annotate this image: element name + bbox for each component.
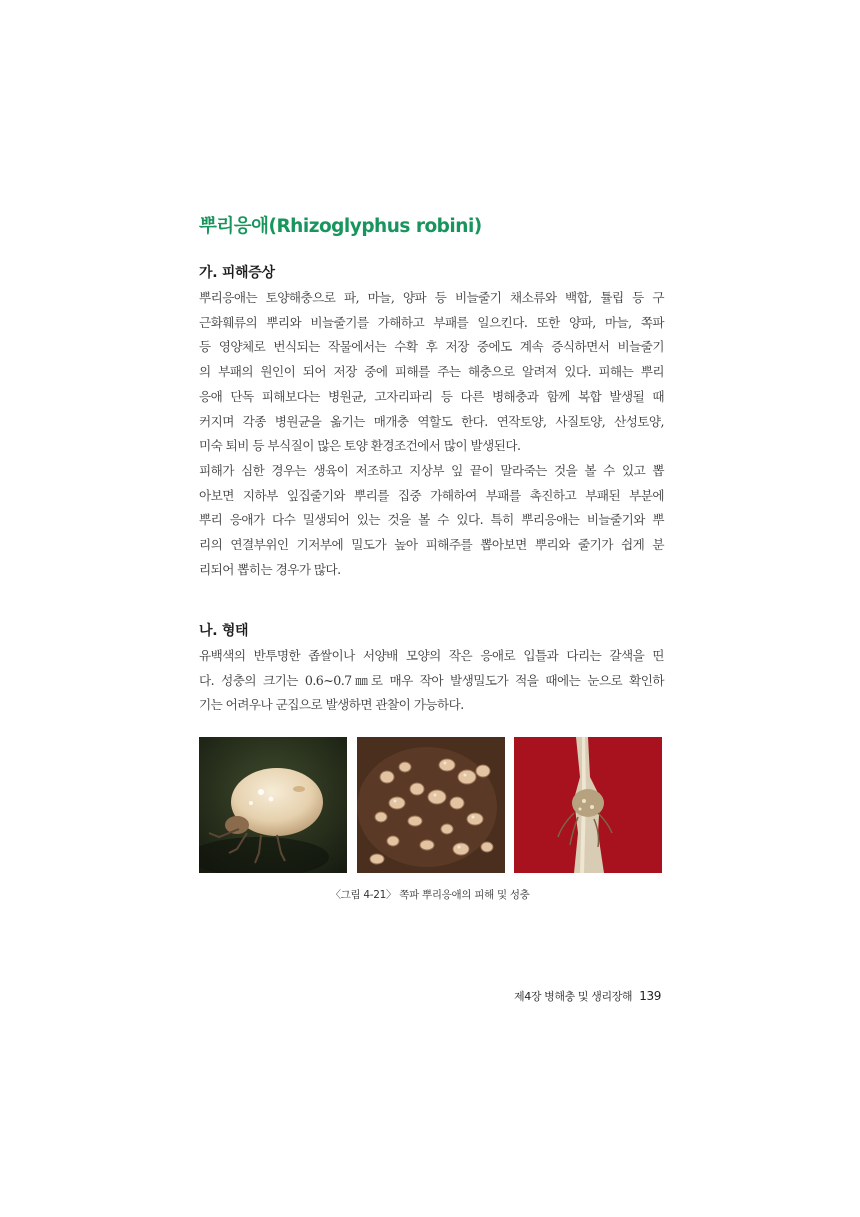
page-number: 139 (639, 989, 661, 1003)
text-line: 리되어 뽑히는 경우가 많다. (199, 561, 341, 577)
damaged-bulb-photo (514, 737, 662, 873)
text-line: 등 영양체로 번식되는 작물에서는 수확 후 저장 중에도 계속 증식하면서 비늘줄기 (199, 339, 664, 355)
section-heading-damage: 가. 피해증상 (199, 265, 275, 281)
text-line: 피해가 심한 경우는 생육이 저조하고 지상부 잎 끝이 말라죽는 것을 볼 수 있고 뽑 (199, 463, 664, 478)
text-line: 커지며 각종 병원균을 옮기는 매개충 역할도 한다. 연작토양, 사질토양, 산성토양, (199, 413, 664, 429)
text-line: 응애 단독 피해보다는 병원균, 고자리파리 등 다른 병해충과 함께 복합 발생될 때 (199, 388, 664, 404)
text-line: 뿌리 응애가 다수 밀생되어 있는 것을 볼 수 있다. 특히 뿌리응애는 비늘줄기와 뿌 (199, 512, 664, 528)
morphology-paragraph (199, 644, 664, 718)
text-line: 유백색의 반투명한 좁쌀이나 서양배 모양의 작은 응애로 입틀과 다리는 갈색을 띤 (199, 648, 664, 663)
mite-colony-photo (357, 737, 505, 873)
page-title: 뿌리응애(Rhizoglyphus robini) (199, 216, 482, 237)
text-line: 뿌리응애는 토양해충으로 파, 마늘, 양파 등 비늘줄기 채소류와 백합, 튤립 등 구 (199, 290, 664, 305)
damage-paragraph-2 (199, 459, 664, 583)
chapter-title: 제4장 병해충 및 생리장해 (514, 990, 633, 1003)
text-line: 의 부패의 원인이 되어 저장 중에 피해를 주는 해충으로 알려져 있다. 피해는 뿌리 (199, 364, 664, 380)
page-footer (514, 988, 661, 1004)
text-line: 리의 연결부위인 기저부에 밀도가 높아 피해주를 뽑아보면 뿌리와 줄기가 쉽게 분 (199, 537, 664, 553)
section-heading-morphology: 나. 형태 (199, 623, 249, 639)
text-line: 근화훼류의 뿌리와 비늘줄기를 가해하고 부패를 일으킨다. 또한 양파, 마늘, 쪽파 (199, 314, 664, 330)
mite-closeup-photo (199, 737, 347, 873)
damage-paragraph-1 (199, 286, 664, 459)
figure-caption: 〈그림 4-21〉 쪽파 뿌리응애의 피해 및 성충 (330, 889, 530, 901)
text-line: 미숙 퇴비 등 부식질이 많은 토양 환경조건에서 많이 발생된다. (199, 438, 521, 454)
text-line: 다. 성충의 크기는 0.6~0.7㎜로 매우 작아 발생밀도가 적을 때에는 눈으로 확인하 (199, 672, 664, 688)
text-line: 아보면 지하부 잎집줄기와 뿌리를 집중 가해하여 부패를 촉진하고 부패된 부분에 (199, 487, 664, 503)
text-line: 기는 어려우나 군집으로 발생하면 관찰이 가능하다. (199, 697, 464, 713)
